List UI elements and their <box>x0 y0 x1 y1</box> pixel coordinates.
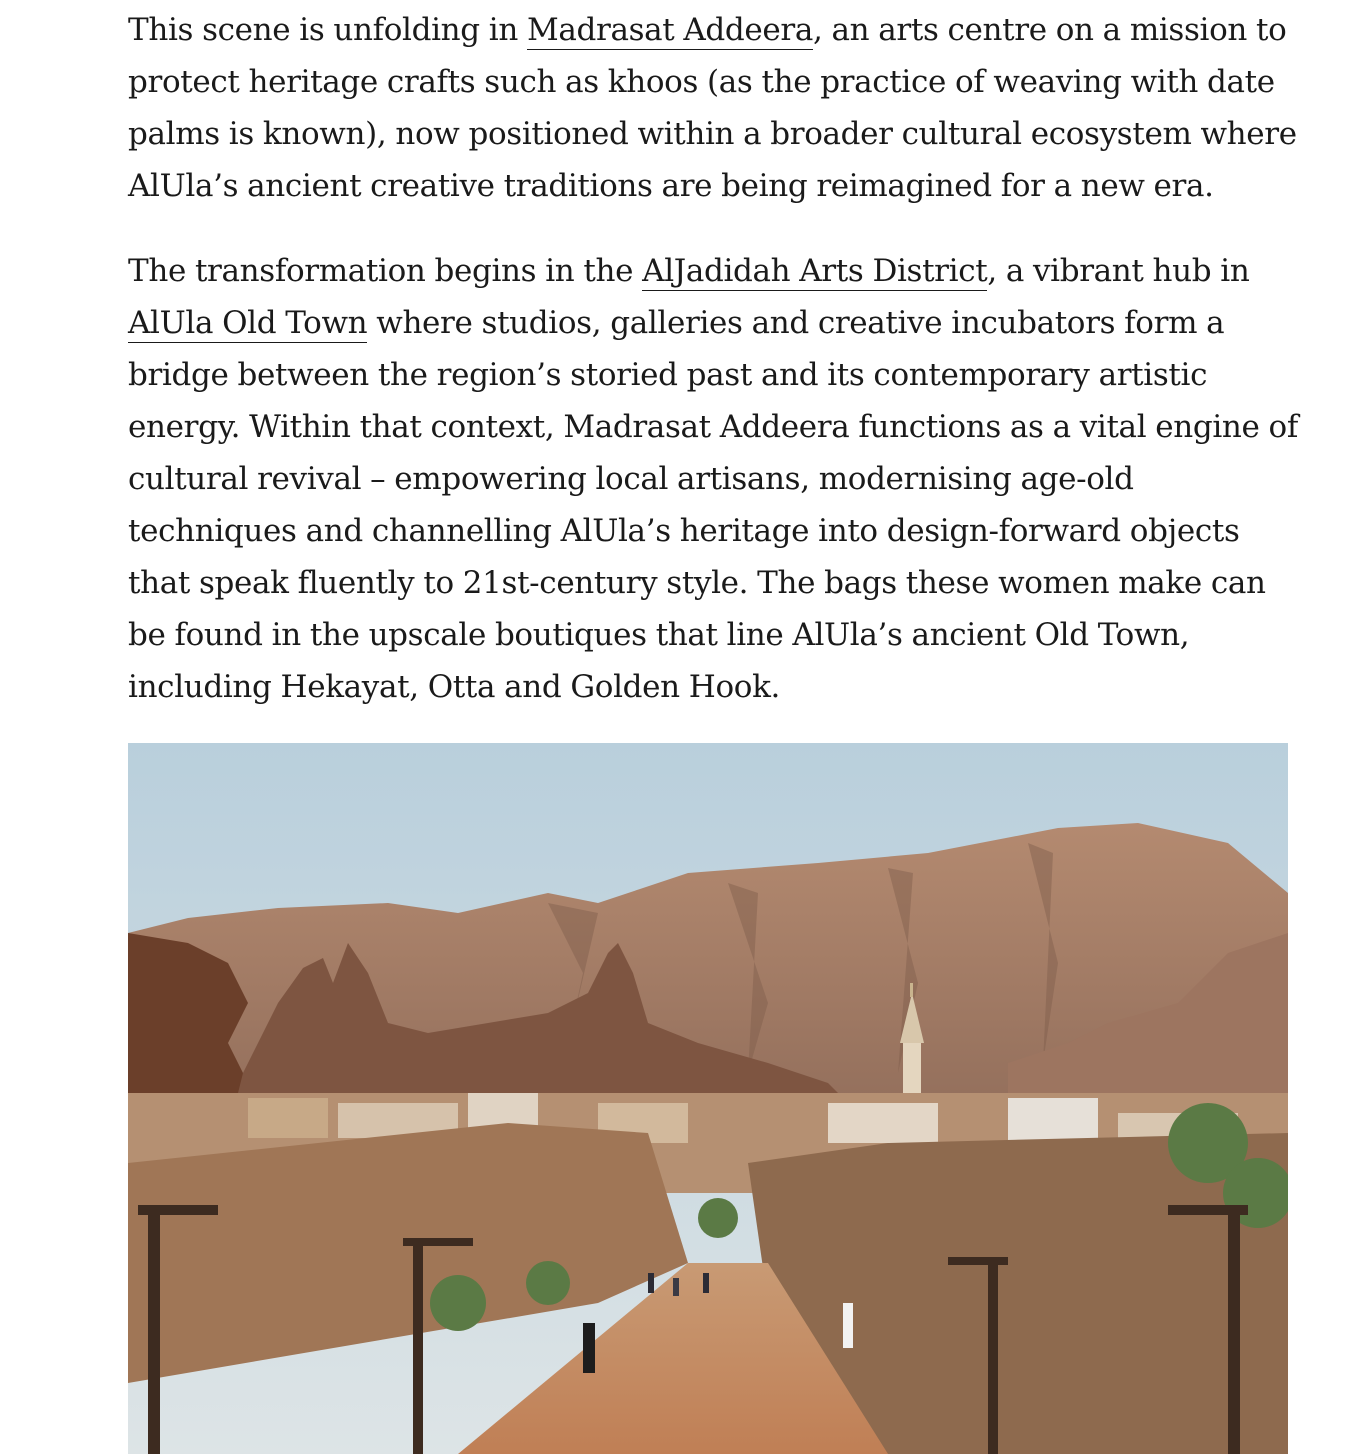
aljadidah-arts-district-link[interactable]: AlJadidah Arts District <box>642 253 988 289</box>
madrasat-addeera-link[interactable]: Madrasat Addeera <box>526 12 814 48</box>
alula-old-town-link[interactable]: AlUla Old Town <box>128 305 368 341</box>
photo-illustration <box>128 743 1288 1454</box>
paragraph-text: where studios, galleries and creative incubators form a bridge between the region’s storied past and its contemporary artistic energy. Within that context, Madrasat Addeera functions as a vital engine of cultural revival – empowering local artisans, modernising age-old techniques and channelling AlUla’s heritage into design-forward objects that speak fluently to 21st-century style. The bags these women make can be found in the upscale boutiques that line AlUla’s ancient Old Town, including Hekayat, Otta and Golden Hook. <box>128 305 1298 705</box>
paragraph-text: The transformation begins in the <box>128 253 643 289</box>
alula-old-town-photo <box>128 743 1288 1454</box>
paragraph-text: , an arts centre on a mission to protect heritage crafts such as khoos (as the practice of weaving with date palms is known), now positioned within a broader cultural ecosystem where AlUla’s ancient creative traditions are being reimagined for a new era. <box>128 12 1297 204</box>
paragraph-text: This scene is unfolding in <box>128 12 527 48</box>
article-body <box>128 0 1298 746</box>
paragraph-text: , a vibrant hub in <box>987 253 1250 289</box>
paragraph-aljadidah <box>128 245 1298 713</box>
paragraph-madrasat-addeera <box>128 4 1298 212</box>
